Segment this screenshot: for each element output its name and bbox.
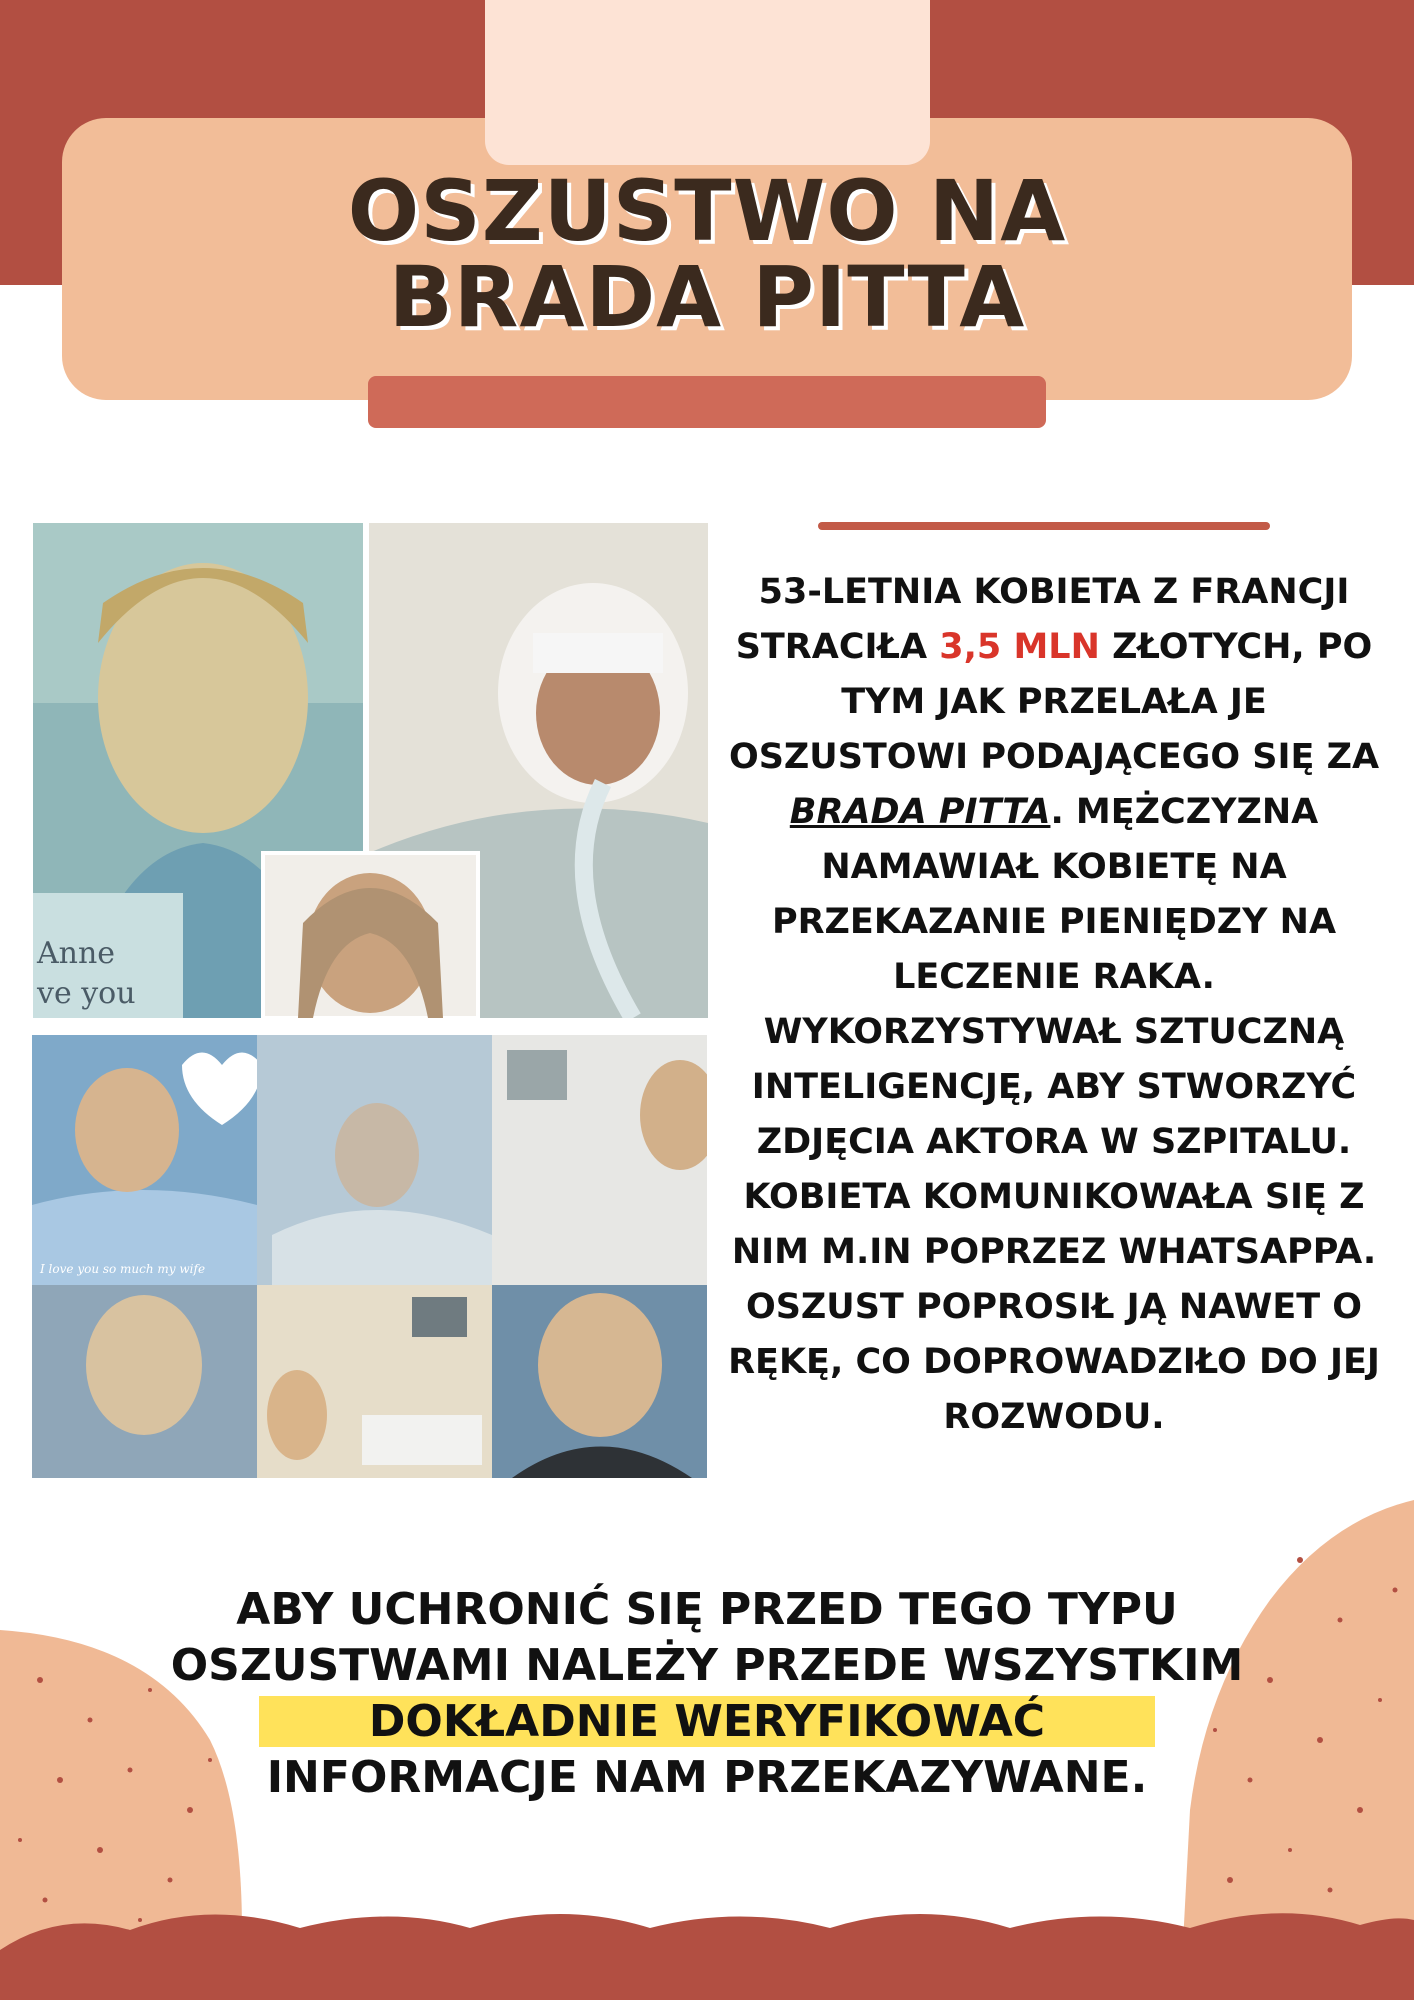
cta-highlight: DOKŁADNIE WERYFIKOWAĆ xyxy=(259,1696,1155,1747)
note-text-2: ve you xyxy=(37,976,136,1011)
title-card-bottom-bar xyxy=(368,376,1046,428)
title-line-1: OSZUSTWO NA xyxy=(347,162,1067,260)
title-card-top-tab xyxy=(485,0,930,165)
cta-line-2: OSZUSTWAMI NALEŻY PRZEDE WSZYSTKIM xyxy=(170,1640,1244,1691)
brad-pitt-name: BRADA PITTA xyxy=(789,792,1051,832)
article-text xyxy=(728,565,1380,1445)
amount-highlight: 3,5 MLN xyxy=(939,627,1100,667)
collage-top xyxy=(33,523,708,1018)
call-to-action xyxy=(80,1582,1334,1806)
cta-line-4: INFORMACJE NAM PRZEKAZYWANE. xyxy=(266,1752,1148,1803)
collage-caption: I love you so much my wife xyxy=(40,1262,206,1276)
page-title xyxy=(62,162,1352,346)
cta-line-1: ABY UCHRONIĆ SIĘ PRZED TEGO TYPU xyxy=(236,1584,1178,1635)
accent-line xyxy=(818,522,1270,530)
title-line-2: BRADA PITTA xyxy=(388,248,1026,346)
collage-bottom xyxy=(32,1035,707,1478)
note-text-1: Anne xyxy=(37,936,116,971)
bottom-wave xyxy=(0,1913,1414,2000)
article-intro: 53-LETNIA KOBIETA Z FRANCJI STRACIŁA xyxy=(735,572,1350,667)
article-after-amount: ZŁOTYCH, PO TYM JAK PRZELAŁA JE OSZUSTOWI PODAJĄCEGO SIĘ ZA xyxy=(728,627,1380,777)
article-rest: . MĘŻCZYZNA NAMAWIAŁ KOBIETĘ NA PRZEKAZANIE PIENIĘDZY NA LECZENIE RAKA. WYKORZYSTYWAŁ SZTUCZNĄ INTELIGENCJĘ, ABY STWORZYĆ ZDJĘCIA AKTORA W SZPITALU. KOBIETA KOMUNIKOWAŁA SIĘ Z NIM M.IN POPRZEZ WHATSAPPA. OSZUST POPROSIŁ JĄ NAWET O RĘKĘ, CO DOPROWADZIŁO DO JEJ ROZWODU. xyxy=(728,792,1380,1437)
